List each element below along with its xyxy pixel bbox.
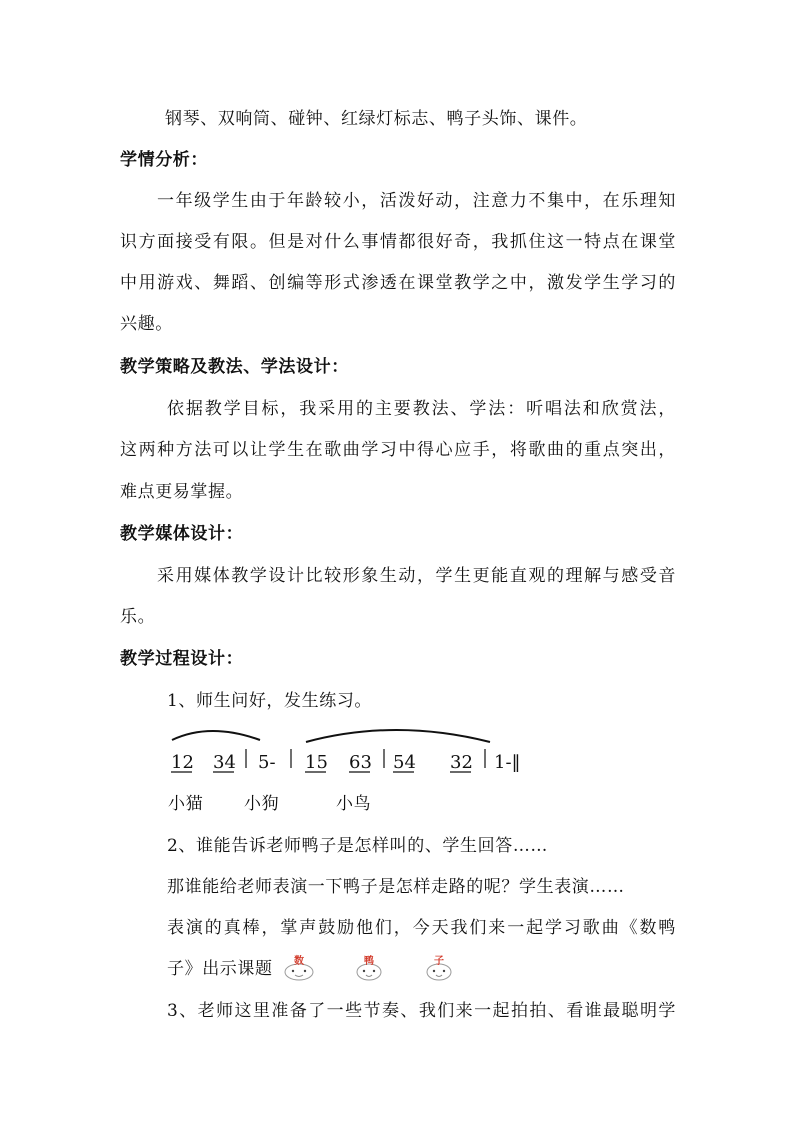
lyric-bird: 小鸟 (336, 794, 372, 814)
strategy-heading: 教学策略及教法、学法设计： (120, 357, 349, 377)
title-char-2: 鸭 (364, 956, 374, 967)
note-group-5: 63 (349, 752, 372, 773)
analysis-line-1: 一年级学生由于年龄较小，活泼好动，注意力不集中，在乐理知 (157, 191, 676, 211)
media-line-1: 采用媒体教学设计比较形象生动，学生更能直观的理解与感受音 (157, 566, 676, 586)
analysis-line-3: 中用游戏、舞蹈、创编等形式渗透在课堂教学之中，激发学生学习的 (120, 273, 676, 293)
title-duck-mascot-2 (352, 954, 386, 982)
process-step-1: 1、师生问好，发生练习。 (167, 691, 373, 711)
slur-1 (172, 731, 260, 740)
analysis-line-2: 识方面接受有限。但是对什么事情都很好奇，我抓住这一特点在课堂 (120, 232, 676, 252)
note-group-8: 1-‖ (494, 752, 521, 773)
materials-line: 钢琴、双响筒、碰钟、红绿灯标志、鸭子头饰、课件。 (165, 109, 588, 129)
note-group-2: 34 (213, 752, 236, 773)
process-step-2: 2、谁能告诉老师鸭子是怎样叫的、学生回答…… (167, 836, 549, 856)
process-heading: 教学过程设计： (120, 649, 244, 669)
process-step-3: 3、老师这里准备了一些节奏、我们来一起拍拍、看谁最聪明学 (167, 1001, 676, 1021)
note-group-4: 15 (305, 752, 328, 773)
process-line-b: 表演的真棒，掌声鼓励他们，今天我们来一起学习歌曲《数鸭 (167, 918, 676, 938)
jianpu-notation (160, 722, 560, 782)
analysis-line-4: 兴趣。 (120, 314, 173, 334)
duck-mascot-icon (282, 954, 316, 982)
strategy-line-2: 这两种方法可以让学生在歌曲学习中得心应手，将歌曲的重点突出， (120, 440, 676, 460)
title-char-3: 子 (434, 956, 444, 967)
lyric-puppy: 小狗 (244, 794, 280, 814)
analysis-heading: 学情分析： (120, 150, 208, 170)
duck-mascot-icon (352, 954, 386, 982)
media-heading: 教学媒体设计： (120, 524, 244, 544)
slur-2 (306, 730, 490, 742)
note-group-3: 5- (258, 752, 276, 773)
process-line-a: 那谁能给老师表演一下鸭子是怎样走路的呢？学生表演…… (167, 877, 625, 897)
media-line-2: 乐。 (120, 607, 156, 627)
title-duck-mascot-1 (282, 954, 316, 982)
note-group-7: 32 (450, 752, 473, 773)
note-group-6: 54 (393, 752, 416, 773)
strategy-line-1: 依据教学目标，我采用的主要教法、学法：听唱法和欣赏法， (167, 399, 676, 419)
process-line-c: 子》出示课题 (167, 959, 273, 979)
title-char-1: 数 (294, 956, 304, 967)
title-duck-mascot-3 (422, 954, 456, 982)
note-group-1: 12 (171, 752, 194, 773)
strategy-line-3: 难点更易掌握。 (120, 482, 244, 502)
duck-mascot-icon (422, 954, 456, 982)
lyric-kitten: 小猫 (168, 794, 204, 814)
